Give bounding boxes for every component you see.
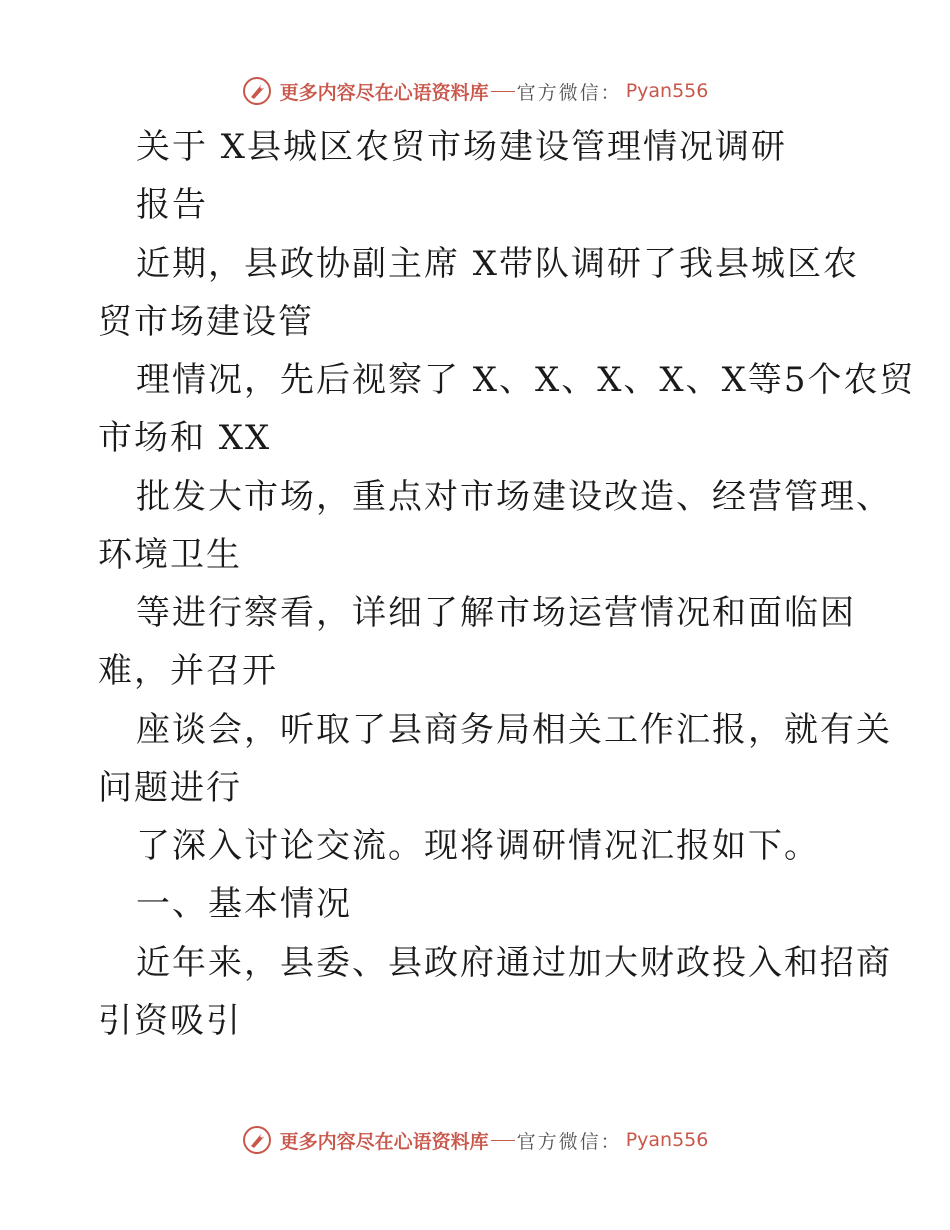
watermark-brand: 更多内容尽在心语资料库 [279,1130,489,1153]
watermark-official-label: 官方微信： [516,1130,622,1153]
paragraph-line: 难，并召开 [98,651,278,691]
watermark-handle: Pyan556 [625,80,709,102]
paragraph-line: 了深入讨论交流。现将调研情况汇报如下。 [136,826,820,866]
pen-nib-logo-icon [242,1125,272,1155]
paragraph-line: 等进行察看，详细了解市场运营情况和面临困 [136,593,856,633]
document-title-line-1: 关于 X县城区农贸市场建设管理情况调研 [136,127,788,167]
paragraph-line: 批发大市场，重点对市场建设改造、经营管理、 [136,477,892,517]
watermark-separator [491,1140,515,1141]
paragraph-line: 引资吸引 [98,1001,242,1041]
watermark-handle: Pyan556 [625,1129,709,1151]
watermark-brand: 更多内容尽在心语资料库 [279,81,489,104]
paragraph-line: 近期，县政协副主席 X带队调研了我县城区农 [136,244,860,284]
pen-nib-logo-icon [242,76,272,106]
watermark-official-label: 官方微信： [516,81,622,104]
paragraph-line: 环境卫生 [98,535,242,575]
paragraph-line: 近年来，县委、县政府通过加大财政投入和招商 [136,943,892,983]
document-title-line-2: 报告 [136,185,208,225]
paragraph-line: 问题进行 [98,768,242,808]
section-heading: 一、基本情况 [136,884,352,924]
footer-watermark [0,1120,950,1160]
paragraph-line: 座谈会，听取了县商务局相关工作汇报，就有关 [136,710,892,750]
paragraph-line: 理情况，先后视察了 X、X、X、X、X等5个农贸 [136,360,916,400]
paragraph-line: 市场和 XX [98,418,272,458]
watermark-separator [491,91,515,92]
paragraph-line: 贸市场建设管 [98,302,314,342]
header-watermark [0,71,950,111]
